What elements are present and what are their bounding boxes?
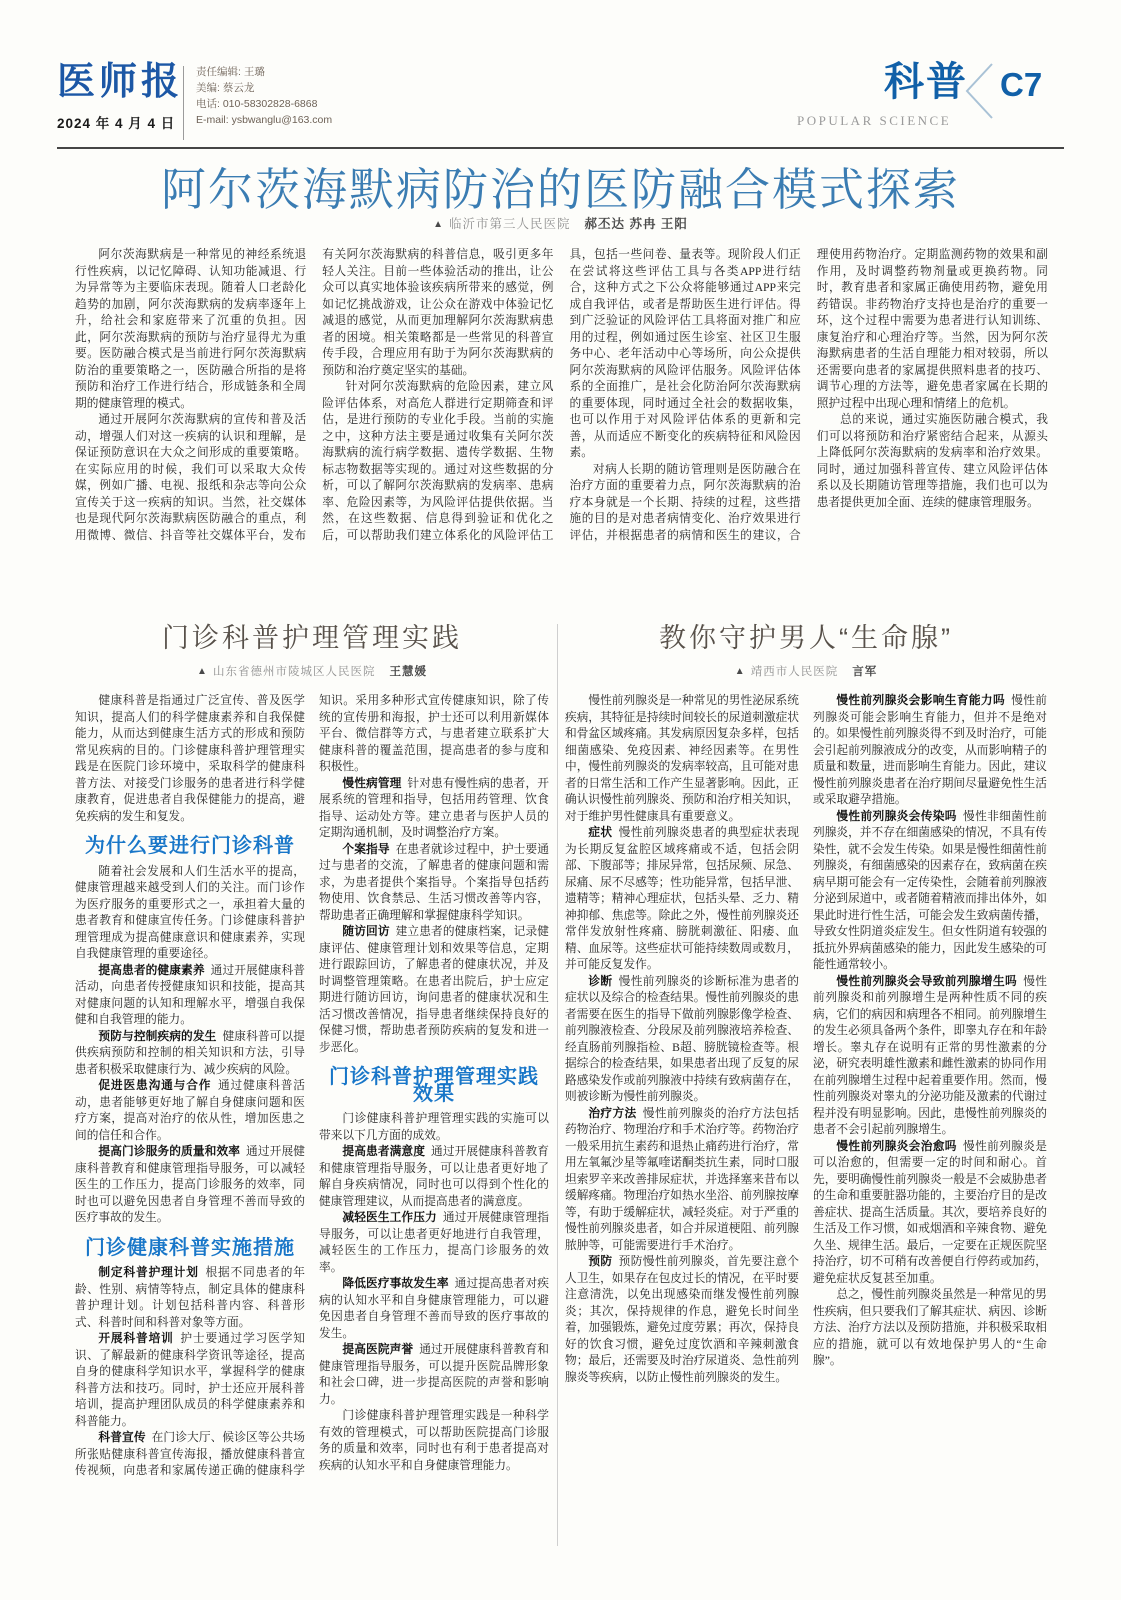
paragraph: 制定科普护理计划 根据不同患者的年龄、性别、病情等特点，制定具体的健康科普护理计划。计划包括科普内容、科普形式、科普时间和科普对象等方面。 [75, 1266, 305, 1329]
paragraph: 降低医疗事故发生率 通过提高患者对疾病的认知水平和自身健康管理能力，可以避免因患者自身管理不善而导致的医疗事故的发生。 [319, 1277, 549, 1340]
run-in-label: 预防 [588, 1255, 613, 1268]
section-badge-en: POPULAR SCIENCE [797, 113, 952, 128]
paragraph: 针对阿尔茨海默病的危险因素，建立风险评估体系，对高危人群进行定期筛查和评估，是进行预防的专业化手段。当前的实施之中，这种方法主要是通过收集有关阿尔茨海默病的流行病学数据、遗传学数据、生物标志物数据等实现的。通过对这些数据的分析，可以了解阿尔茨海默病的发病率、患病率、危险因素等，为风险评估提供依据。当然，在这些数据、信息得到验证和优化之后，可以帮助我们建立体系化的风险评估工具，包括一些问卷、量表等。现阶段人们正在尝试将这些评估工具与各类APP进行结合，这种方式之下公众将能够通过APP来完成自我评估，或者是帮助医生进行评估。得到广泛验证的风险评估工具将面对推广和应用的过程，例如通过医生诊室、社区卫生服务中心、老年活动中心等场所，向公众提供阿尔茨海默病的风险评估服务。风险评估体系的全面推广，是社会化防治阿尔茨海默病的重要体现，同时通过全社会的数据收集，也可以作用于对风险评估体系的更新和完善，从而适应不断变化的疾病特征和风险因素。 [322, 248, 801, 542]
paragraph: 促进医患沟通与合作 通过健康科普活动，患者能够更好地了解自身健康问题和医疗方案，提高对治疗的依从性，增加医患之间的信任和合作。 [75, 1079, 305, 1142]
header-rule [57, 147, 1064, 149]
run-in-label: 慢性前列腺炎会传染吗 [836, 809, 957, 823]
right-article-body [565, 693, 1047, 1541]
byline-org: 临沂市第三人民医院 [448, 217, 571, 231]
byline-authors: 言军 [852, 666, 878, 678]
paragraph: 慢性前列腺炎会传染吗 慢性非细菌性前列腺炎，并不存在细菌感染的情况，不具有传染性，就不会发生传染。如果是慢性细菌性前列腺炎，有细菌感染的因素存在，致病菌在疾病早期可能会有一定传染性，会随着前列腺液分泌到尿道中，或者随着精液而排出体外，如果此时进行性生活，可能会发生致病菌传播，导致女性阴道炎症发生。但女性阴道有较强的抵抗外界病菌感染的能力，因此发生感染的可能性通常较小。 [813, 809, 1047, 971]
issue-date: 2024 年 4 月 4 日 [57, 116, 176, 131]
editorial-line-designer: 美编: 蔡云龙 [196, 82, 255, 94]
paragraph: 随着社会发展和人们生活水平的提高，健康管理越来越受到人们的关注。而门诊作为医疗服务的重要形式之一，承担着大量的患者教育和健康宣传任务。门诊健康科普护理管理成为提高健康意识和健康素养，实现自我健康管理的重要途径。 [75, 864, 305, 960]
run-in-label: 慢性前列腺炎会导致前列腺增生吗 [836, 974, 1018, 988]
paragraph: 慢性病管理 针对患有慢性病的患者，开展系统的管理和指导，包括用药管理、饮食指导、运动处方等。建立患者与医护人员的定期沟通机制，及时调整治疗方案。 [319, 776, 549, 839]
run-in-label: 慢性前列腺炎会影响生育能力吗 [836, 694, 1005, 707]
article-outpatient-science-nursing [75, 616, 549, 1546]
paragraph: 总的来说，通过实施医防融合模式，我们可以将预防和治疗紧密结合起来，从源头上降低阿尔茨海默病的发病率和治疗效果。同时，通过加强科普宣传、建立风险评估体系以及长期随访管理等措施，我们也可以为患者提供更加全面、连续的健康管理服务。 [816, 413, 1048, 509]
paragraph: 慢性前列腺炎会影响生育能力吗 慢性前列腺炎可能会影响生育能力，但并不是绝对的。如果慢性前列腺炎得不到及时治疗，可能会引起前列腺液成分的改变，从而影响精子的质量和数量，进而影响生育能力。因此，建议慢性前列腺炎患者在治疗期间尽量避免性生活或采取避孕措施。 [813, 694, 1047, 806]
paragraph: 开展科普培训 护士要通过学习医学知识、了解最新的健康科学资讯等途径，提高自身的健康科学知识水平，掌握科学的健康科普方法和技巧。同时，护士还应开展科普培训，提高护理团队成员的科学健康素养和科普能力。 [75, 1332, 305, 1428]
page-number: C7 [1000, 66, 1043, 103]
paragraph: 随访回访 建立患者的健康档案，记录健康评估、健康管理计划和效果等信息，定期进行跟踪回访，了解患者的健康状况，并及时调整管理策略。在患者出院后，护士应定期进行随访回访，询问患者的健康状况和生活习惯改善情况，指导患者继续保持良好的保健习惯，帮助患者预防疾病的复发和进一步恶化。 [319, 925, 549, 1054]
run-in-label: 诊断 [588, 974, 613, 988]
section-heading: 门诊健康科普实施措施 [85, 1236, 295, 1259]
run-in-label: 随访回访 [342, 925, 390, 938]
article-prostate-health [565, 616, 1047, 1546]
run-in-label: 科普宣传 [98, 1431, 146, 1444]
chevron-icon [962, 62, 996, 120]
newspaper-logo: 医师报 [57, 61, 184, 103]
paragraph: 提高医院声誉 通过开展健康科普教育和健康管理指导服务，可以提升医院品牌形象和社会口碑，进一步提高医院的声誉和影响力。 [319, 1343, 549, 1406]
paragraph: 提高患者的健康素养 通过开展健康科普活动，向患者传授健康知识和技能，提高其对健康问题的认知和理解水平，增强自我保健和自我管理的能力。 [75, 963, 305, 1026]
run-in-label: 治疗方法 [588, 1106, 637, 1120]
run-in-label: 促进医患沟通与合作 [98, 1079, 212, 1092]
paragraph: 提高患者满意度 通过开展健康科普教育和健康管理指导服务，可以让患者更好地了解自身疾病情况，同时也可以得到个性化的健康管理建议，从而提高患者的满意度。 [319, 1145, 549, 1208]
masthead-divider [183, 66, 184, 140]
main-article-body [75, 247, 1048, 609]
section-heading: 门诊科普护理管理实践效果 [329, 1066, 539, 1105]
run-in-label: 降低医疗事故发生率 [342, 1277, 449, 1290]
byline-authors: 王慧媛 [389, 666, 427, 678]
paragraph: 通过开展阿尔茨海默病的宣传和普及活动，增强人们对这一疾病的认识和理解，是保证预防意识在大众之间形成的重要策略。在实际应用的时候，我们可以采取大众传媒，例如广播、电视、报纸和杂志等向公众宣传关于这一疾病的知识。当然，社交媒体也是现代阿尔茨海默病医防融合的重点，利用微博、微信、抖音等社交媒体平台，发布有关阿尔茨海默病的科普信息，吸引更多年轻人关注。目前一些体验活动的推出，让公众可以真实地体验该疾病所带来的感觉，例如记忆挑战游戏，让公众在游戏中体验记忆减退的感觉，从而更加理解阿尔茨海默病患者的困境。相关策略都是一些常见的科普宣传手段，合理应用有助于为阿尔茨海默病的预防和治疗奠定坚实的基础。 [75, 248, 554, 542]
byline-triangle-icon: ▲ [433, 219, 443, 230]
editorial-line-editor: 责任编辑: 王璐 [196, 66, 265, 78]
paragraph: 预防 预防慢性前列腺炎，首先要注意个人卫生，如果存在包皮过长的情况，在平时要注意清洗，以免出现感染而继发慢性前列腺炎；其次，保持规律的作息，避免长时间坐着，加强锻炼，避免过度劳累；再次，保持良好的饮食习惯，避免过度饮酒和辛辣刺激食物；最后，还需要及时治疗尿道炎、急性前列腺炎等疾病，以防止慢性前列腺炎的发生。 [565, 1255, 799, 1384]
paragraph: 预防与控制疾病的发生 健康科普可以提供疾病预防和控制的相关知识和方法，引导患者积极采取健康行为、减少疾病的风险。 [75, 1029, 305, 1076]
paragraph: 对病人长期的随访管理则是医防融合在治疗方面的重要着力点，阿尔茨海默病的治疗本身就是一个长期、持续的过程，这些措施的目的是对患者病情变化、治疗效果进行评估，并根据患者的病情和医生的建议，合理使用药物治疗。定期监测药物的效果和副作用，及时调整药物剂量或更换药物。同时，教育患者和家属正确使用药物，避免用药错误。非药物治疗支持也是治疗的重要一环，这个过程中需要为患者进行认知训练、康复治疗和心理治疗等。当然，因为阿尔茨海默病患者的生活自理能力相对较弱，所以还需要向患者的家属提供照料患者的技巧、调节心理的方法等，避免患者家属在长期的照护过程中出现心理和情绪上的危机。 [569, 248, 1048, 542]
paragraph: 诊断 慢性前列腺炎的诊断标准为患者的症状以及综合的检查结果。慢性前列腺炎的患者需要在医生的指导下做前列腺影像学检查、前列腺液检查、分段尿及前列腺液培养检查、经直肠前列腺指检、B超、膀胱镜检查等。根据综合的检查结果，如果患者出现了反复的尿路感染发作或前列腺液中持续有致病菌存在，则被诊断为慢性前列腺炎。 [565, 974, 799, 1103]
byline-triangle-icon: ▲ [197, 666, 207, 677]
main-byline [0, 214, 1121, 232]
paragraph: 减轻医生工作压力 通过开展健康管理指导服务，可以让患者更好地进行自我管理，减轻医生的工作压力，提高门诊服务的效率。 [319, 1211, 549, 1274]
column-divider [557, 624, 558, 1546]
run-in-label: 预防与控制疾病的发生 [98, 1029, 217, 1043]
paragraph: 症状 慢性前列腺炎患者的典型症状表现为长期反复盆腔区域疼痛或不适，包括会阴部、下腹部等；排尿异常，包括尿频、尿急、尿痛、尿不尽感等；性功能异常，包括早泄、遗精等；精神心理症状，包括头晕、乏力、精神抑郁、焦虑等。除此之外，慢性前列腺炎还常伴发放射性疼痛、膀胱刺激征、阳痿、血精、血尿等。这些症状可能持续数周或数月，并可能反复发作。 [565, 826, 799, 971]
paragraph: 总之，慢性前列腺炎虽然是一种常见的男性疾病，但只要我们了解其症状、病因、诊断方法、治疗方法以及预防措施，并积极采取相应的措施，就可以有效地保护男人的“生命腺”。 [813, 1288, 1047, 1367]
paragraph: 阿尔茨海默病是一种常见的神经系统退行性疾病，以记忆障碍、认知功能减退、行为异常等为主要临床表现。随着人口老龄化趋势的加剧，阿尔茨海默病的发病率逐年上升，给社会和家庭带来了沉重的负担。因此，阿尔茨海默病的预防与治疗显得尤为重要。医防融合模式是当前进行阿尔茨海默病防治的重要策略之一，医防融合所指的是将预防和治疗工作进行结合，形成链条和全周期的健康管理的模式。 [75, 248, 307, 410]
paragraph: 慢性前列腺炎是一种常见的男性泌尿系统疾病，其特征是持续时间较长的尿道刺激症状和骨盆区域疼痛。其发病原因复杂多样，包括细菌感染、免疫因素、神经因素等。在男性中，慢性前列腺炎的发病率较高，且可能对患者的日常生活和工作产生显著影响。因此，正确认识慢性前列腺炎、预防和治疗相关知识，对于维护男性健康具有重要意义。 [565, 694, 799, 823]
sub-articles-row [75, 616, 1048, 1546]
section-heading: 为什么要进行门诊科普 [85, 835, 295, 857]
byline-authors: 郝丕达 苏冉 王阳 [584, 217, 688, 231]
paragraph: 个案指导 在患者就诊过程中，护士要通过与患者的交流，了解患者的健康问题和需求，为患者提供个案指导。个案指导包括药物使用、饮食禁忌、生活习惯改善等内容，帮助患者正确理解和掌握健康科学知识。 [319, 842, 549, 922]
paragraph: 治疗方法 慢性前列腺炎的治疗方法包括药物治疗、物理治疗和手术治疗等。药物治疗一般采用抗生素药和退热止痛药进行治疗，常用左氧氟沙星等氟喹诺酮类抗生素，同时口服坦索罗辛来改善排尿症状，并选择塞来昔布以缓解疼痛。物理治疗如热水坐浴、前列腺按摩等，有助于缓解症状，减轻炎症。对于严重的慢性前列腺炎患者，如合并尿道梗阻、前列腺脓肿等，可能需要进行手术治疗。 [565, 1106, 799, 1252]
main-headline: 阿尔茨海默病防治的医防融合模式探索 [160, 164, 960, 215]
run-in-label: 慢性病管理 [342, 776, 402, 790]
editorial-line-phone: 电话: 010-58302828-6868 [196, 98, 318, 110]
run-in-label: 慢性前列腺炎会治愈吗 [836, 1139, 957, 1153]
sub-headline-right: 教你守护男人“生命腺” [659, 623, 953, 653]
run-in-label: 提高患者的健康素养 [98, 963, 205, 977]
paragraph: 门诊健康科普护理管理实践是一种科学有效的管理模式，可以帮助医院提高门诊服务的质量和效率，同时也有利于患者提高对疾病的认知水平和自身健康管理能力。 [319, 1409, 549, 1472]
run-in-label: 提高门诊服务的质量和效率 [98, 1145, 241, 1158]
run-in-label: 提高患者满意度 [342, 1145, 426, 1158]
paragraph: 慢性前列腺炎会治愈吗 慢性前列腺炎是可以治愈的，但需要一定的时间和耐心。首先，要明确慢性前列腺炎一般是不会威胁患者的生命和重要脏器功能的，主要治疗目的是改善症状、提高生活质量。其次，要培养良好的生活及工作习惯，如戒烟酒和辛辣食物、避免久坐、规律生活。最后，一定要在正规医院坚持治疗，切不可稍有改善便自行停药或加药，避免症状反复甚至加重。 [813, 1139, 1047, 1285]
run-in-label: 个案指导 [342, 842, 390, 856]
paragraph: 科普宣传 在门诊大厅、候诊区等公共场所张贴健康科普宣传海报，播放健康科普宣传视频，向患者和家属传递正确的健康科学知识。采用多种形式宣传健康知识，除了传统的宣传册和海报，护士还可以利用新媒体平台、微信群等方式，与患者建立联系扩大健康科普的覆盖范围，提高患者的参与度和积极性。 [75, 694, 549, 1477]
run-in-label: 开展科普培训 [98, 1332, 174, 1345]
paragraph: 慢性前列腺炎会导致前列腺增生吗 慢性前列腺炎和前列腺增生是两种性质不同的疾病，它们的病因和病理各不相同。前列腺增生的发生必须具备两个条件，即睾丸存在和年龄增长。睾丸存在说明有正常的男性激素的分泌，研究表明雄性激素和雌性激素的协同作用在前列腺增生过程中起着重要作用。然而，慢性前列腺炎对睾丸的分泌功能及激素的代谢过程并没有明显影响。因此，患慢性前列腺炎的患者不会引起前列腺增生。 [813, 974, 1047, 1136]
sub-headline-left: 门诊科普护理管理实践 [162, 623, 462, 653]
sub-byline-left [75, 662, 549, 680]
section-badge-cn: 科普 [884, 60, 968, 104]
sub-byline-right [565, 662, 1047, 680]
run-in-label: 症状 [588, 826, 613, 839]
byline-triangle-icon: ▲ [734, 666, 745, 677]
paragraph: 健康科普是指通过广泛宣传、普及医学知识，提高人们的科学健康素养和自我保健能力，从而达到健康生活方式的形成和预防常见疾病的目的。门诊健康科普护理管理实践是在医院门诊环境中，采取科学的健康科普方法、对接受门诊服务的患者进行科学健康教育，促进患者自我保健能力的提高，避免疾病的发生和复发。 [75, 694, 305, 823]
paragraph: 门诊健康科普护理管理实践的实施可以带来以下几方面的成效。 [319, 1112, 549, 1142]
editorial-info [196, 64, 332, 128]
run-in-label: 提高医院声誉 [342, 1343, 414, 1356]
editorial-line-email: E-mail: ysbwanglu@163.com [196, 114, 333, 126]
byline-org: 山东省德州市陵城区人民医院 [212, 666, 376, 678]
byline-org: 靖西市人民医院 [750, 666, 839, 678]
left-article-body [75, 693, 549, 1541]
run-in-label: 制定科普护理计划 [98, 1266, 199, 1279]
run-in-label: 减轻医生工作压力 [342, 1211, 437, 1224]
paragraph: 提高门诊服务的质量和效率 通过开展健康科普教育和健康管理指导服务，可以减轻医生的工作压力，提高门诊服务的效率，同时也可以避免因患者自身管理不善而导致的医疗事故的发生。 [75, 1145, 305, 1224]
